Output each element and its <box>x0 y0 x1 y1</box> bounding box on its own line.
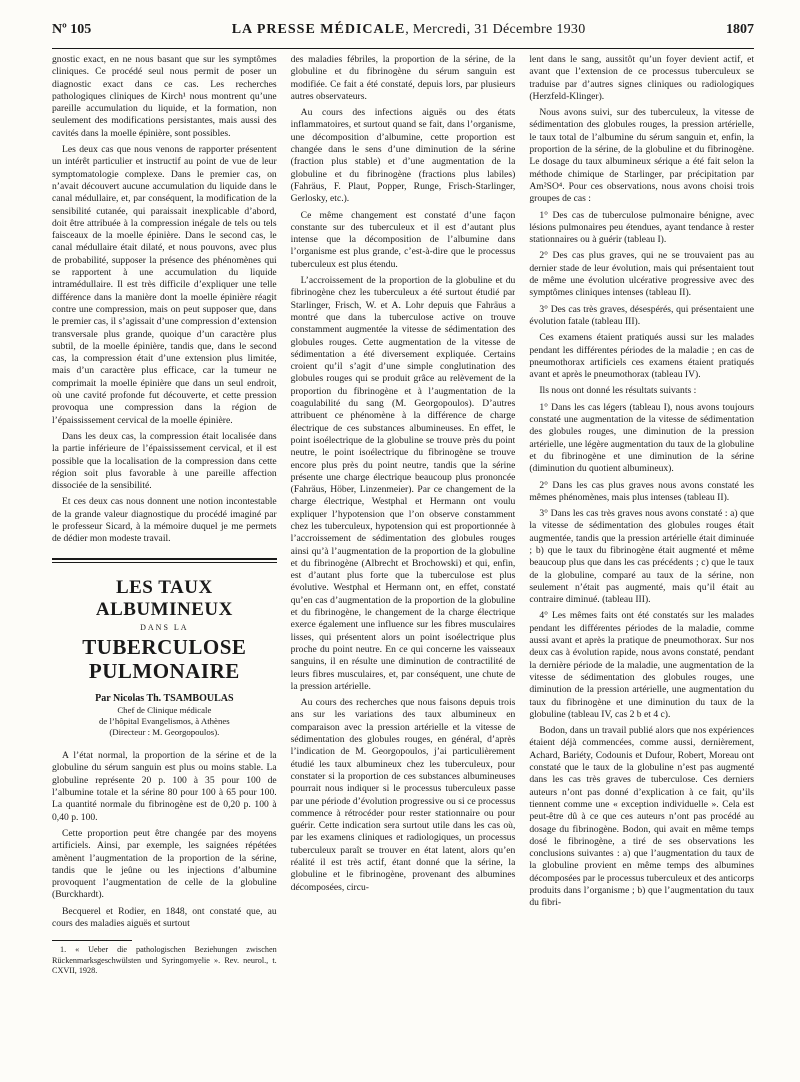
paragraph: Ils nous ont donné les résultats suivants : <box>539 385 697 397</box>
author-affiliation: de l’hôpital Evangelismos, à Athènes <box>98 716 230 727</box>
footnote: 1. « Ueber die pathologischen Beziehungen zwischen Rückenmarksgeschwülsten und Syringomyelie ». Rev. neurol., t. CXVII, 1928. <box>52 945 277 976</box>
author-affiliation: Chef de Clinique médicale <box>117 705 212 716</box>
page-number: 1807 <box>726 22 754 37</box>
paragraph: L’accroissement de la proportion de la globuline et du fibrinogène chez les tuberculeux a été surtout étudié par Starlinger, Frisch, W. et A. Lohr depuis que Fahräus a montré que dans la tuberculose active on trouve constamment augmentée la vitesse de sédimentation des globules rouges. Cette augmentation de la vitesse de sédimentation a été diversement expliquée. Certains croient qu’il s’agit d’une simple conglutination des globules rouges qui se produit grâce au relèvement de la proportion du fibrinogène et à l’augmentation de la coagulabilité du sang (M. Georgopoulos). D’autres attribuent ce phénomène à la différence de charge électrique de ces substances albumineuses. En effet, le point isoélectrique de la globuline se trouve près du point neutre, le point isoélectrique du fibrinogène se trouve encore plus près du point neutre, tandis que la sérine présente une charge électrique beaucoup plus prononcée (Fahräus, Höber, Linzenmeier). Par ce changement de la charge électrique, Westphal et Hermann ont voulu expliquer l’hypotension que l’on observe constamment chez les tuberculeux, hypotension qui est proportionnée à l’accroissement de sédimentation des globules rouges ainsi qu’à l’augmentation de la proportion de la globuline et du fibrinogène (Albrecht et Brochowski) et qui, enfin, est d’autant plus forte que la tuberculose est plus évolutive. Westphal et Hermann ont, en effet, constaté qu’en cas d’augmentation de la proportion de la globuline et du fibrinogène, le changement de la charge électrique exerce également une influence sur les fibres musculaires lisses, qui présentent alors un point isoélectrique plus proche du point neutre. En ce qui concerne les vaisseaux sanguins, il en résulte une diminution de contractilité de leurs fibres musculaires, et, par conséquent, une chute de la pression artérielle. <box>290 275 516 692</box>
paragraph: des maladies fébriles, la proportion de la sérine, de la globuline et du fibrinogène du sérum sanguin est modifiée. Ce fait a été constaté, depuis lors, par plusieurs autres observateurs. <box>290 54 516 102</box>
paragraph: Cette proportion peut être changée par des moyens artificiels. Ainsi, par exemple, les saignées répétées amènent l’augmentation de la proportion de la sérine, tandis que le jeûne ou les injections d’albumine provoquent l’augmentation de celle de la globuline (Burckhardt). <box>52 827 277 901</box>
paragraph: 2° Des cas plus graves, qui ne se trouvaient pas au dernier stade de leur évolution, mais qui présentaient tout de même une évolution ulcérative progressive avec des symptômes cliniques intenses (tableau II). <box>529 250 755 299</box>
paragraph: Ces examens étaient pratiqués aussi sur les malades pendant les différentes périodes de la maladie ; en cas de pneumothorax artificiels ces examens étaient pratiqués avant et après le pneumothorax (tableau IV). <box>529 332 755 381</box>
paragraph: 1° Dans les cas légers (tableau I), nous avons toujours constaté une augmentation de la vitesse de sédimentation des globules rouges, une diminution de la pression artérielle, une légère augmentation du taux de la globuline et du fibrinogène et une diminution de la sérine (diminution du quotient albumineux). <box>529 401 755 475</box>
issue-date: , Mercredi, 31 Décembre 1930 <box>405 22 586 37</box>
paragraph: 1° Des cas de tuberculose pulmonaire bénigne, avec lésions pulmonaires peu étendues, ayant tendance à rester stationnaires ou à guérir (tableau I). <box>529 209 755 246</box>
journal-line <box>232 22 586 38</box>
paragraph: A l’état normal, la proportion de la sérine et de la globuline du sérum sanguin est plus ou moins stable. La globuline représente 20 p. 100 à 35 pour 100 de l’albumine totale et la sérine 80 pour 100 à 65 pour 100. La quantité normale du fibrinogène est de 0,20 p. 100 à 0,40 p. 100. <box>52 750 277 823</box>
article-title-line-2: TUBERCULOSE PULMONAIRE <box>82 634 247 683</box>
paragraph: 4° Les mêmes faits ont été constatés sur les malades pendant les différentes périodes de la maladie, comme aussi avant et après la pratique de pneumothorax. Sur nos deux cas à évolution rapide, nous avons constaté, pendant la dernière période de la maladie, une augmentation de la vitesse de sédimentation des globules rouges, une diminution de la pression artérielle, une augmentation du taux du fibrinogène et une diminution du taux de la globuline (tableau IV, cas 2 b et 4 c). <box>529 610 755 720</box>
article-title-connector: DANS LA <box>140 622 189 632</box>
footnote-divider <box>52 940 132 941</box>
section-divider <box>52 558 277 563</box>
column-3 <box>529 54 754 1068</box>
paragraph: Au cours des infections aiguës ou des états inflammatoires, et surtout quand se fait, dans l’organisme, une décomposition d’albumine, cette proportion est changée dans le sens d’une diminution de la sérine (fraction plus stable) et d’une augmentation de la globuline et du fibrinogène (fractions plus labiles) (Fahräus, F. Plaut, Popper, Runge, Frisch-Starlinger, Gerlosky, etc.). <box>290 107 516 205</box>
paragraph: Ce même changement est constaté d’une façon constante sur des tuberculeux et il est d’autant plus intense que la décomposition de l’albumine dans l’organisme est plus grande, c’est-à-dire que le processus tuberculeux est plus étendu. <box>290 209 516 270</box>
issue-number: Nº 105 <box>52 22 92 37</box>
paragraph: Les deux cas que nous venons de rapporter présentent un intérêt particulier et instructif au point de vue de leur symptomatologie complexe. Dans le premier cas, on n’avait découvert aucune accumulation du liquide dans le canal médullaire, et, par conséquent, la modification de la sensibilité cutanée, qui paraissait inexplicable d’abord, doit être attribuée à la compression inégale de tels ou tels faisceaux de la moelle épinière. Dans le second cas, le canal médullaire était dilaté, et nous pouvons, avec plus de probabilité, supposer la présence des phénomènes qui se rapportent à une accumulation du liquide intramédullaire. Il est très difficile d’expliquer une telle différence dans la manière dont la moelle épinière réagit contre une compression, mais on peut supposer que, dans le premier cas, il s’agissait d’une compression d’extension transversale plus grande, quoique d’un caractère plus subtil, de la moelle épinière, tandis que, dans le second cas, la compression était d’une extension plus limitée, mais d’un caractère plus efficace, car la tumeur ne comprimait la moelle épinière que dans un seul endroit, où une cavité profonde fut découverte, et cette pression provoqua une compression dans la région de l’épaississement cervical de la moelle épinière. <box>52 144 277 426</box>
article-heading <box>52 577 277 739</box>
paragraph: Becquerel et Rodier, en 1848, ont constaté que, au cours des maladies aiguës et surtout <box>52 905 277 930</box>
text-columns <box>52 54 754 1068</box>
journal-title: LA PRESSE MÉDICALE <box>231 22 406 37</box>
paragraph: Et ces deux cas nous donnent une notion incontestable de la grande valeur diagnostique du procédé imaginé par le professeur Sicard, à la mémoire duquel je me permets de dédier mon modeste travail. <box>52 496 277 545</box>
paragraph: Au cours des recherches que nous faisons depuis trois ans sur les variations des taux albumineux en comparaison avec la pression artérielle et la vitesse de sédimentation des globules rouges, en général, d’après l’indication de M. Georgopoulos, j’ai particulièrement étudié les taux albumineux chez les tuberculeux, pour constater si la proportion de ces substances albumineuses pourrait nous indiquer si le processus tuberculeux passe par une période d’évolution progressive ou si ce processus commence à rétrocéder pour rester stationnaire ou pour guérir. Cette indication sera surtout utile dans les cas où, par les examens cliniques et radiologiques, un processus tuberculeux paraît se trouver en état latent, alors qu’en réalité il est très actif, étant donné que la sérine, la globuline et le fibrinogène, provenant des albumines décomposées, circu- <box>290 697 516 893</box>
paragraph: 2° Dans les cas plus graves nous avons constaté les mêmes phénomènes, mais plus intenses (tableau II). <box>529 479 755 503</box>
paragraph: 3° Dans les cas très graves nous avons constaté : a) que la vitesse de sédimentation des globules rouges était augmentée, tandis que la pression artérielle était diminuée ; b) que le taux du fibrinogène était augmenté et même beaucoup plus que dans les cas précédents ; c) que le taux de la globuline, comparé au taux de la sérine, non seulement n’était pas augmenté, mais qu’il était au contraire diminué. (tableau III). <box>529 508 755 606</box>
paragraph: Dans les deux cas, la compression était localisée dans la partie inférieure de l’épaississement cervical, et il est possible que la localisation de la compression dans cette région soit plus favorable à une pareille affection dissociée de la sensibilité. <box>52 430 277 492</box>
paragraph: lent dans le sang, aussitôt qu’un foyer devient actif, et avant que l’extension de ce processus tuberculeux se traduise par d’autres signes cliniques ou radiologiques (Herzfeld-Klinger). <box>529 54 755 102</box>
paragraph: 3° Des cas très graves, désespérés, qui présentaient une évolution fatale (tableau III). <box>529 303 755 327</box>
running-header <box>52 22 754 49</box>
article-author: Par Nicolas Th. TSAMBOULAS <box>95 692 234 704</box>
paragraph: Bodon, dans un travail publié alors que nos expériences étaient déjà commencées, comme aussi, dernièrement, Achard, Bariéty, Codounis et Dufour, Robert, Moreau ont constaté que le taux de la globuline n’est pas augmenté dans les cas très graves de tuberculose. Ces derniers auteurs n’ont pas donné d’explication à ce fait, qu’ils tiennent comme une « exception individuelle ». Cela est peut-être dû à ce que ces auteurs n’ont pas procédé au dosage du fibrinogène. Bodon, qui avait en même temps dosé le fibrinogène, a tiré de ses observations les conclusions suivantes : a) que l’augmentation du taux de la globuline provient en même temps des albumines décomposées par le processus tuberculeux et des anticorps produits dans l’organisme ; b) que l’augmentation du taux du fibri- <box>529 725 755 909</box>
column-2 <box>291 54 516 1068</box>
paragraph: Nous avons suivi, sur des tuberculeux, la vitesse de sédimentation des globules rouges, la pression artérielle, le taux total de l’albumine du sérum sanguin et, enfin, la proportion de la sérine, de la globuline et du fibrinogène. Le dosage du taux albumineux sérique a été fait selon la méthode chimique de Starlinger, par précipitation par Am²SO⁴. Pour ces observations, nous avons choisi trois groupes de cas : <box>529 107 755 205</box>
paragraph: gnostic exact, en ne nous basant que sur les symptômes cliniques. Ce procédé seul nous permit de poser un diagnostic exact dans ce cas. Les recherches pathologiques cliniques de Kirch¹ nous montrent qu’une pareille accumulation du liquide, et la formation, non seulement des modifications persistantes, mais aussi des cavités dans la moelle épinière, sont possibles. <box>52 54 277 139</box>
author-affiliation: (Directeur : M. Georgopoulos). <box>109 727 220 738</box>
column-1 <box>52 54 277 1068</box>
article-title-line-1: LES TAUX ALBUMINEUX <box>95 576 233 620</box>
